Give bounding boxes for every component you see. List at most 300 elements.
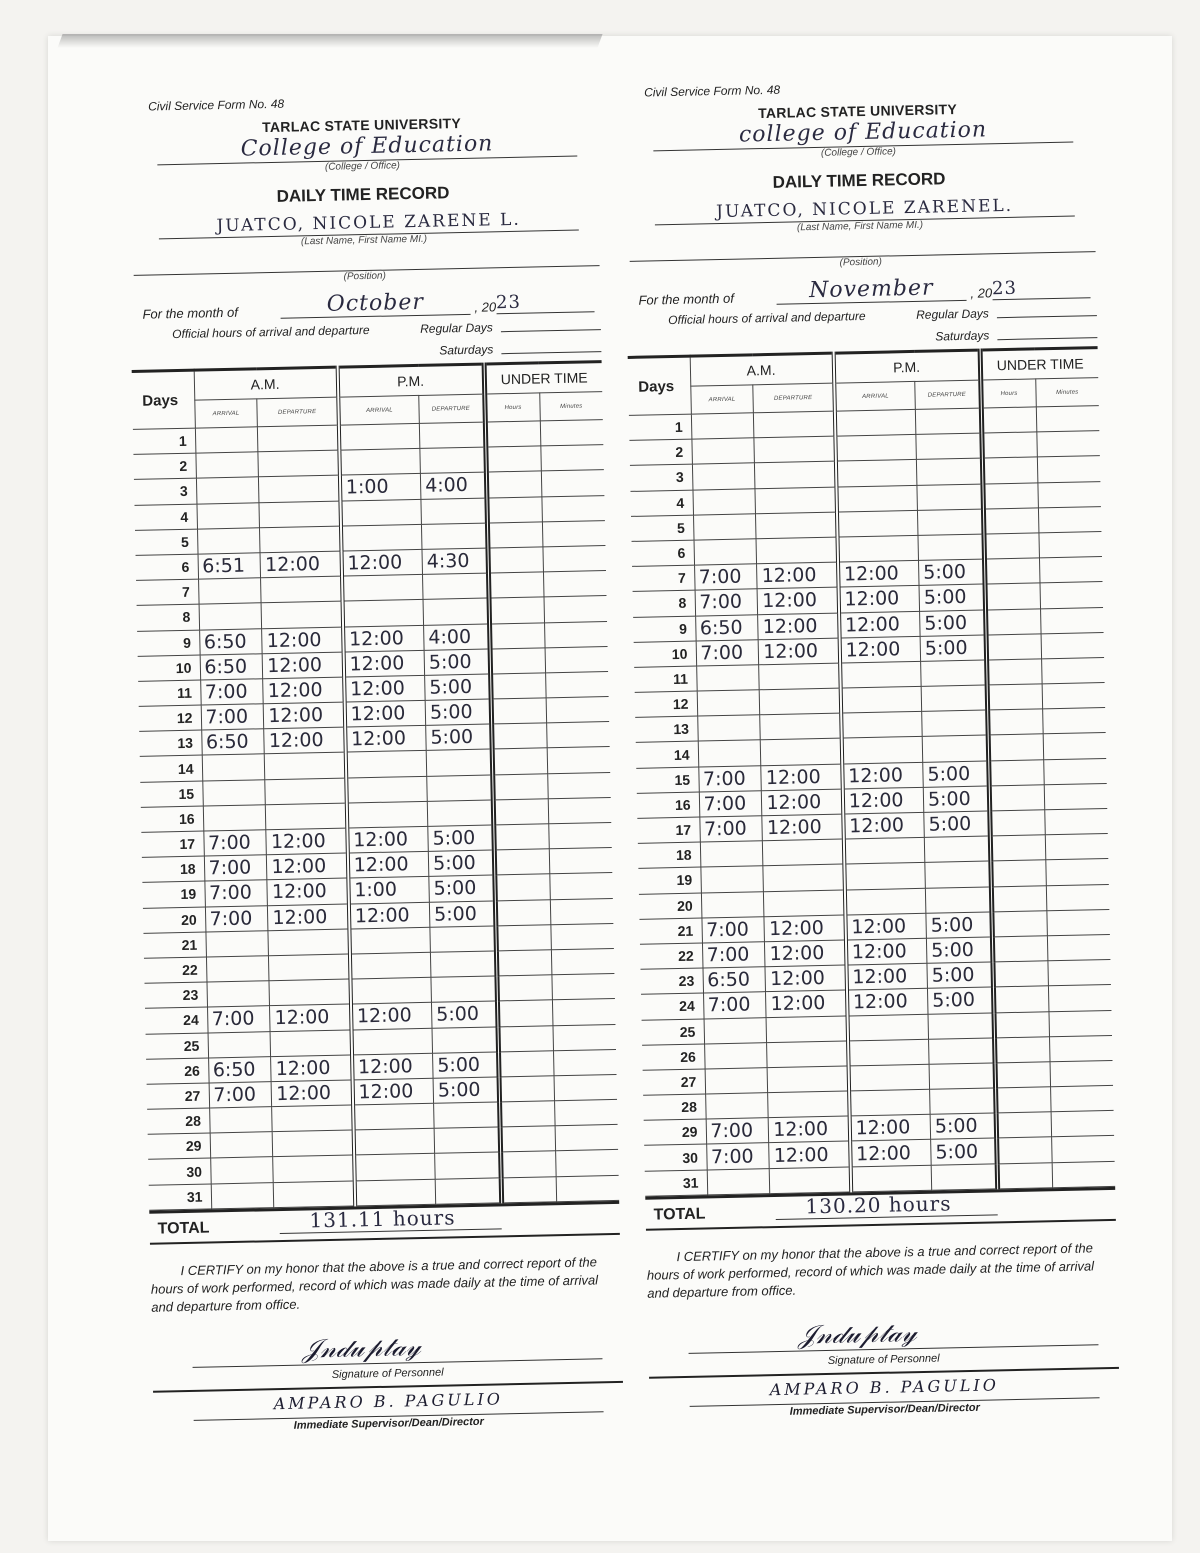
- am-departure-cell: 12:00: [761, 764, 842, 791]
- pm-departure-cell: 5:00: [930, 1113, 996, 1140]
- pm-departure-cell: 5:00: [425, 674, 491, 701]
- am-arrival-cell: 7:00: [204, 855, 267, 881]
- undertime-hours-cell: [995, 1087, 1050, 1113]
- undertime-hours-cell: [984, 533, 1039, 559]
- pm-departure-cell: 5:00: [426, 724, 492, 751]
- month-label: For the month of: [142, 304, 239, 322]
- am-departure-cell: [273, 1155, 354, 1182]
- undertime-minutes-cell: [1047, 934, 1110, 961]
- pm-arrival-cell: [835, 435, 916, 462]
- day-number: 31: [149, 1184, 212, 1210]
- undertime-minutes-cell: [1037, 481, 1100, 508]
- col-days: Days: [132, 370, 195, 429]
- undertime-hours-cell: [491, 698, 546, 724]
- dtr-form-october: [126, 90, 624, 1434]
- pm-departure-cell: 5:00: [923, 761, 989, 788]
- am-departure-cell: [258, 450, 339, 477]
- form-number: Civil Service Form No. 48: [643, 82, 781, 100]
- col-ut-minutes: Minutes: [1035, 378, 1099, 407]
- undertime-minutes-cell: [1044, 783, 1107, 810]
- day-number: 30: [148, 1158, 211, 1184]
- undertime-hours-cell: [498, 1050, 553, 1076]
- col-pm-departure: DEPARTURE: [419, 394, 485, 423]
- undertime-hours-cell: [486, 471, 541, 497]
- undertime-minutes-cell: [546, 697, 609, 724]
- pm-departure-cell: [917, 484, 983, 511]
- undertime-hours-cell: [993, 986, 1048, 1012]
- pm-arrival-cell: [841, 737, 922, 764]
- undertime-hours-cell: [498, 1025, 553, 1051]
- pm-departure-cell: [430, 951, 496, 978]
- undertime-minutes-cell: [1042, 683, 1105, 710]
- am-arrival-cell: [700, 866, 763, 892]
- undertime-hours-cell: [489, 622, 544, 648]
- am-arrival-cell: [696, 665, 759, 691]
- total-value: 130.20 hours: [805, 1191, 952, 1219]
- pm-departure-cell: 5:00: [927, 962, 993, 989]
- day-number: 5: [631, 515, 694, 541]
- time-record-table: [628, 346, 1116, 1196]
- pm-arrival-cell: [353, 1129, 434, 1156]
- col-undertime: UNDER TIME: [980, 348, 1099, 380]
- pm-arrival-cell: 12:00: [846, 963, 927, 990]
- pm-arrival-cell: [353, 1103, 434, 1130]
- pm-arrival-cell: [848, 1064, 929, 1091]
- personnel-signature-block: [152, 1327, 623, 1387]
- am-departure-cell: [258, 425, 339, 452]
- undertime-minutes-cell: [556, 1175, 619, 1202]
- undertime-hours-cell: [500, 1151, 555, 1177]
- day-number: 22: [640, 943, 703, 969]
- day-number: 9: [633, 616, 696, 642]
- pm-departure-cell: 5:00: [429, 875, 495, 902]
- pm-arrival-cell: [339, 449, 420, 476]
- am-departure-cell: 12:00: [264, 727, 345, 754]
- undertime-minutes-cell: [548, 797, 611, 824]
- undertime-hours-cell: [497, 975, 552, 1001]
- pm-arrival-cell: [351, 1028, 432, 1055]
- undertime-minutes-cell: [1052, 1161, 1115, 1188]
- day-number: 21: [639, 918, 702, 944]
- am-departure-cell: [273, 1130, 354, 1157]
- month-label: For the month of: [638, 290, 735, 308]
- undertime-hours-cell: [988, 734, 1043, 760]
- undertime-hours-cell: [989, 785, 1044, 811]
- pm-arrival-cell: 12:00: [344, 700, 425, 727]
- am-departure-cell: 12:00: [769, 1116, 850, 1143]
- am-departure-cell: 12:00: [263, 652, 344, 679]
- pm-departure-cell: 5:00: [920, 635, 986, 662]
- pm-arrival-cell: 12:00: [839, 611, 920, 638]
- day-number: 6: [632, 540, 695, 566]
- am-arrival-cell: 7:00: [699, 816, 762, 842]
- year-prefix: , 20: [474, 299, 497, 315]
- day-number: 15: [140, 781, 203, 807]
- pm-departure-cell: 5:00: [433, 1077, 499, 1104]
- undertime-hours-cell: [981, 407, 1036, 433]
- pm-departure-cell: [917, 509, 983, 536]
- col-ut-minutes: Minutes: [539, 392, 603, 421]
- undertime-minutes-cell: [548, 822, 611, 849]
- am-departure-cell: [760, 713, 841, 740]
- undertime-hours-cell: [987, 684, 1042, 710]
- day-number: 23: [145, 982, 208, 1008]
- name-caption: (Last Name, First Name MI.): [796, 219, 924, 234]
- undertime-minutes-cell: [1051, 1111, 1114, 1138]
- day-number: 27: [147, 1083, 210, 1109]
- pm-departure-cell: [430, 926, 496, 953]
- am-departure-cell: [266, 803, 347, 830]
- college-value: College of Education: [240, 131, 494, 162]
- undertime-hours-cell: [986, 659, 1041, 685]
- pm-arrival-cell: 12:00: [349, 902, 430, 929]
- page-title: DAILY TIME RECORD: [276, 183, 450, 206]
- am-departure-cell: [761, 738, 842, 765]
- undertime-minutes-cell: [1043, 758, 1106, 785]
- pm-arrival-cell: [350, 952, 431, 979]
- undertime-hours-cell: [488, 572, 543, 598]
- undertime-hours-cell: [984, 558, 1039, 584]
- undertime-minutes-cell: [1046, 884, 1109, 911]
- pm-departure-cell: 5:00: [924, 811, 990, 838]
- pm-arrival-cell: 12:00: [351, 1003, 432, 1030]
- undertime-hours-cell: [485, 446, 540, 472]
- pm-departure-cell: 5:00: [926, 912, 992, 939]
- pm-departure-cell: [421, 498, 487, 525]
- day-number: 16: [141, 806, 204, 832]
- undertime-minutes-cell: [1051, 1136, 1114, 1163]
- undertime-hours-cell: [982, 457, 1037, 483]
- am-departure-cell: 12:00: [271, 1055, 352, 1082]
- day-number: 31: [645, 1170, 708, 1196]
- am-departure-cell: [764, 890, 845, 917]
- regular-days-label: Regular Days: [420, 320, 493, 336]
- am-departure-cell: [768, 1091, 849, 1118]
- am-departure-cell: 12:00: [766, 990, 847, 1017]
- pm-departure-cell: 5:00: [432, 1001, 498, 1028]
- am-arrival-cell: [704, 1042, 767, 1068]
- pm-departure-cell: 5:00: [926, 937, 992, 964]
- am-arrival-cell: [209, 1107, 272, 1133]
- undertime-hours-cell: [494, 874, 549, 900]
- undertime-hours-cell: [493, 799, 548, 825]
- day-number: 28: [147, 1108, 210, 1134]
- pm-arrival-cell: 12:00: [343, 650, 424, 677]
- day-number: 20: [143, 907, 206, 933]
- day-number: 7: [136, 579, 199, 605]
- undertime-hours-cell: [981, 432, 1036, 458]
- am-arrival-cell: [693, 514, 756, 540]
- day-number: 29: [148, 1133, 211, 1159]
- pm-departure-cell: [921, 685, 987, 712]
- undertime-minutes-cell: [551, 974, 614, 1001]
- day-number: 13: [635, 716, 698, 742]
- day-number: 1: [133, 428, 196, 454]
- undertime-minutes-cell: [546, 722, 609, 749]
- col-pm-departure: DEPARTURE: [915, 380, 981, 409]
- year-value: 23: [991, 277, 1018, 300]
- undertime-hours-cell: [996, 1137, 1051, 1163]
- certification-text: I CERTIFY on my honor that the above is a true and correct report of the hours of work performed, record of which was made daily at the time of arrival and departure from office.: [646, 1240, 1095, 1301]
- pm-arrival-cell: 12:00: [348, 852, 429, 879]
- am-departure-cell: 12:00: [267, 878, 348, 905]
- undertime-minutes-cell: [1041, 657, 1104, 684]
- am-arrival-cell: 6:50: [201, 729, 264, 755]
- am-arrival-cell: [704, 1017, 767, 1043]
- month-field: [776, 275, 967, 305]
- paper-fold-shadow: [57, 34, 602, 48]
- undertime-hours-cell: [990, 835, 1045, 861]
- am-departure-cell: [259, 501, 340, 528]
- dtr-form-november: [622, 76, 1120, 1420]
- am-departure-cell: 12:00: [765, 940, 846, 967]
- pm-departure-cell: [435, 1178, 501, 1205]
- pm-departure-cell: 5:00: [920, 610, 986, 637]
- pm-departure-cell: 5:00: [428, 850, 494, 877]
- pm-departure-cell: 5:00: [928, 987, 994, 1014]
- am-departure-cell: 12:00: [270, 1004, 351, 1031]
- day-number: 18: [142, 856, 205, 882]
- day-number: 23: [641, 968, 704, 994]
- am-arrival-cell: 7:00: [696, 639, 759, 665]
- am-arrival-cell: 6:50: [695, 614, 758, 640]
- official-hours-block: [627, 300, 1098, 354]
- undertime-minutes-cell: [541, 470, 604, 497]
- year-field: [992, 276, 1091, 300]
- am-departure-cell: [754, 436, 835, 463]
- am-departure-cell: [269, 954, 350, 981]
- am-arrival-cell: [692, 488, 755, 514]
- day-number: 17: [637, 817, 700, 843]
- saturdays-field: [501, 336, 601, 354]
- am-arrival-cell: 6:50: [199, 628, 262, 654]
- undertime-minutes-cell: [555, 1150, 618, 1177]
- pm-arrival-cell: 12:00: [850, 1140, 931, 1167]
- day-number: 16: [637, 792, 700, 818]
- undertime-hours-cell: [983, 508, 1038, 534]
- am-departure-cell: [261, 601, 342, 628]
- college-caption: (College / Office): [820, 146, 897, 159]
- pm-departure-cell: [423, 598, 489, 625]
- col-pm-arrival: ARRIVAL: [834, 381, 915, 411]
- undertime-minutes-cell: [1040, 607, 1103, 634]
- am-arrival-cell: 7:00: [703, 992, 766, 1018]
- pm-departure-cell: [432, 1026, 498, 1053]
- day-number: 8: [137, 604, 200, 630]
- signature-caption: Signature of Personnel: [331, 1366, 444, 1381]
- am-departure-cell: [766, 1015, 847, 1042]
- am-arrival-cell: [691, 413, 754, 439]
- undertime-hours-cell: [992, 936, 1047, 962]
- undertime-minutes-cell: [549, 848, 612, 875]
- day-number: 24: [641, 993, 704, 1019]
- am-departure-cell: 12:00: [765, 965, 846, 992]
- pm-departure-cell: 5:00: [428, 825, 494, 852]
- undertime-minutes-cell: [552, 999, 615, 1026]
- am-arrival-cell: [705, 1093, 768, 1119]
- pm-departure-cell: [922, 710, 988, 737]
- undertime-minutes-cell: [542, 545, 605, 572]
- am-arrival-cell: [694, 539, 757, 565]
- undertime-minutes-cell: [1036, 431, 1099, 458]
- am-arrival-cell: 7:00: [201, 704, 264, 730]
- saturdays-label: Saturdays: [439, 342, 494, 358]
- col-ut-hours: Hours: [980, 379, 1036, 408]
- day-number: 13: [139, 730, 202, 756]
- undertime-hours-cell: [993, 961, 1048, 987]
- undertime-minutes-cell: [1038, 531, 1101, 558]
- col-am-departure: DEPARTURE: [753, 383, 834, 413]
- undertime-minutes-cell: [1050, 1085, 1113, 1112]
- day-number: 25: [642, 1018, 705, 1044]
- am-departure-cell: 12:00: [757, 562, 838, 589]
- position-caption: (Position): [343, 270, 386, 283]
- am-departure-cell: [754, 411, 835, 438]
- undertime-hours-cell: [491, 723, 546, 749]
- regular-days-field: [997, 300, 1097, 318]
- day-number: 26: [642, 1044, 705, 1070]
- am-departure-cell: [770, 1167, 851, 1194]
- undertime-minutes-cell: [1043, 733, 1106, 760]
- undertime-minutes-cell: [1045, 859, 1108, 886]
- day-number: 4: [134, 504, 197, 530]
- am-arrival-cell: 7:00: [706, 1143, 769, 1169]
- pm-arrival-cell: 12:00: [347, 826, 428, 853]
- am-arrival-cell: [698, 740, 761, 766]
- am-arrival-cell: [700, 841, 763, 867]
- undertime-minutes-cell: [549, 873, 612, 900]
- am-departure-cell: [272, 1105, 353, 1132]
- saturdays-label: Saturdays: [935, 328, 990, 344]
- col-undertime: UNDER TIME: [484, 362, 603, 394]
- undertime-minutes-cell: [541, 495, 604, 522]
- col-pm: P.M.: [337, 364, 484, 397]
- am-departure-cell: [767, 1041, 848, 1068]
- col-pm-arrival: ARRIVAL: [338, 395, 419, 425]
- undertime-hours-cell: [495, 925, 550, 951]
- pm-arrival-cell: [837, 535, 918, 562]
- pm-departure-cell: [426, 749, 492, 776]
- pm-arrival-cell: [345, 751, 426, 778]
- undertime-minutes-cell: [550, 923, 613, 950]
- pm-departure-cell: [929, 1038, 995, 1065]
- day-number: 3: [134, 478, 197, 504]
- day-number: 14: [636, 741, 699, 767]
- am-arrival-cell: [705, 1068, 768, 1094]
- am-departure-cell: [763, 864, 844, 891]
- day-number: 26: [146, 1058, 209, 1084]
- undertime-minutes-cell: [554, 1099, 617, 1126]
- undertime-minutes-cell: [1042, 708, 1105, 735]
- pm-departure-cell: [925, 887, 991, 914]
- form-number: Civil Service Form No. 48: [147, 96, 285, 114]
- personnel-name: JUATCO, NICOLE ZARENEL.: [715, 195, 1014, 223]
- undertime-minutes-cell: [540, 420, 603, 447]
- undertime-minutes-cell: [553, 1049, 616, 1076]
- undertime-hours-cell: [489, 597, 544, 623]
- am-departure-cell: 12:00: [769, 1141, 850, 1168]
- day-number: 21: [143, 932, 206, 958]
- pm-arrival-cell: [342, 575, 423, 602]
- pm-arrival-cell: 12:00: [341, 549, 422, 576]
- am-arrival-cell: [196, 502, 259, 528]
- month-value: November: [808, 275, 934, 304]
- am-arrival-cell: [205, 930, 268, 956]
- undertime-minutes-cell: [1038, 506, 1101, 533]
- pm-departure-cell: [924, 836, 990, 863]
- am-departure-cell: 12:00: [268, 904, 349, 931]
- pm-arrival-cell: [835, 409, 916, 436]
- day-number: 24: [145, 1007, 208, 1033]
- position-caption: (Position): [839, 256, 882, 269]
- pm-departure-cell: [921, 660, 987, 687]
- undertime-minutes-cell: [1040, 582, 1103, 609]
- undertime-hours-cell: [501, 1176, 556, 1202]
- pm-departure-cell: [922, 735, 988, 762]
- official-hours-label: Official hours of arrival and departure: [668, 308, 866, 328]
- am-arrival-cell: [208, 1031, 271, 1057]
- undertime-hours-cell: [487, 522, 542, 548]
- supervisor-name: AMPARO B. PAGULIO: [769, 1375, 1000, 1400]
- am-departure-cell: [756, 512, 837, 539]
- am-arrival-cell: [195, 452, 258, 478]
- pm-arrival-cell: [841, 712, 922, 739]
- signature-caption: Signature of Personnel: [827, 1352, 940, 1367]
- am-departure-cell: [767, 1066, 848, 1093]
- pm-arrival-cell: [844, 838, 925, 865]
- undertime-minutes-cell: [1041, 632, 1104, 659]
- pm-arrival-cell: 12:00: [345, 726, 426, 753]
- pm-departure-cell: 4:30: [422, 548, 488, 575]
- col-am: A.M.: [690, 353, 834, 386]
- pm-arrival-cell: 12:00: [838, 586, 919, 613]
- undertime-minutes-cell: [1049, 1035, 1112, 1062]
- pm-arrival-cell: [346, 776, 427, 803]
- undertime-minutes-cell: [551, 948, 614, 975]
- pm-departure-cell: [427, 775, 493, 802]
- pm-arrival-cell: 12:00: [845, 913, 926, 940]
- am-arrival-cell: [199, 603, 262, 629]
- pm-arrival-cell: [342, 600, 423, 627]
- am-departure-cell: [755, 487, 836, 514]
- undertime-hours-cell: [490, 648, 545, 674]
- am-departure-cell: 12:00: [260, 551, 341, 578]
- day-number: 3: [630, 464, 693, 490]
- name-caption: (Last Name, First Name MI.): [300, 233, 428, 248]
- pm-departure-cell: [918, 534, 984, 561]
- am-arrival-cell: 7:00: [699, 791, 762, 817]
- undertime-minutes-cell: [1048, 985, 1111, 1012]
- col-am-arrival: ARRIVAL: [690, 385, 753, 414]
- am-arrival-cell: [203, 805, 266, 831]
- pm-departure-cell: [420, 447, 486, 474]
- pm-arrival-cell: [354, 1154, 435, 1181]
- am-arrival-cell: 7:00: [706, 1118, 769, 1144]
- pm-departure-cell: [434, 1127, 500, 1154]
- undertime-hours-cell: [991, 885, 1046, 911]
- am-arrival-cell: [197, 528, 260, 554]
- pm-arrival-cell: 12:00: [846, 938, 927, 965]
- am-arrival-cell: 7:00: [205, 905, 268, 931]
- pm-arrival-cell: 12:00: [842, 787, 923, 814]
- time-record-table: [132, 360, 620, 1210]
- am-departure-cell: [760, 688, 841, 715]
- am-departure-cell: [756, 537, 837, 564]
- pm-departure-cell: [434, 1102, 500, 1129]
- day-number: 12: [635, 691, 698, 717]
- undertime-minutes-cell: [1047, 960, 1110, 987]
- pm-arrival-cell: 12:00: [352, 1078, 433, 1105]
